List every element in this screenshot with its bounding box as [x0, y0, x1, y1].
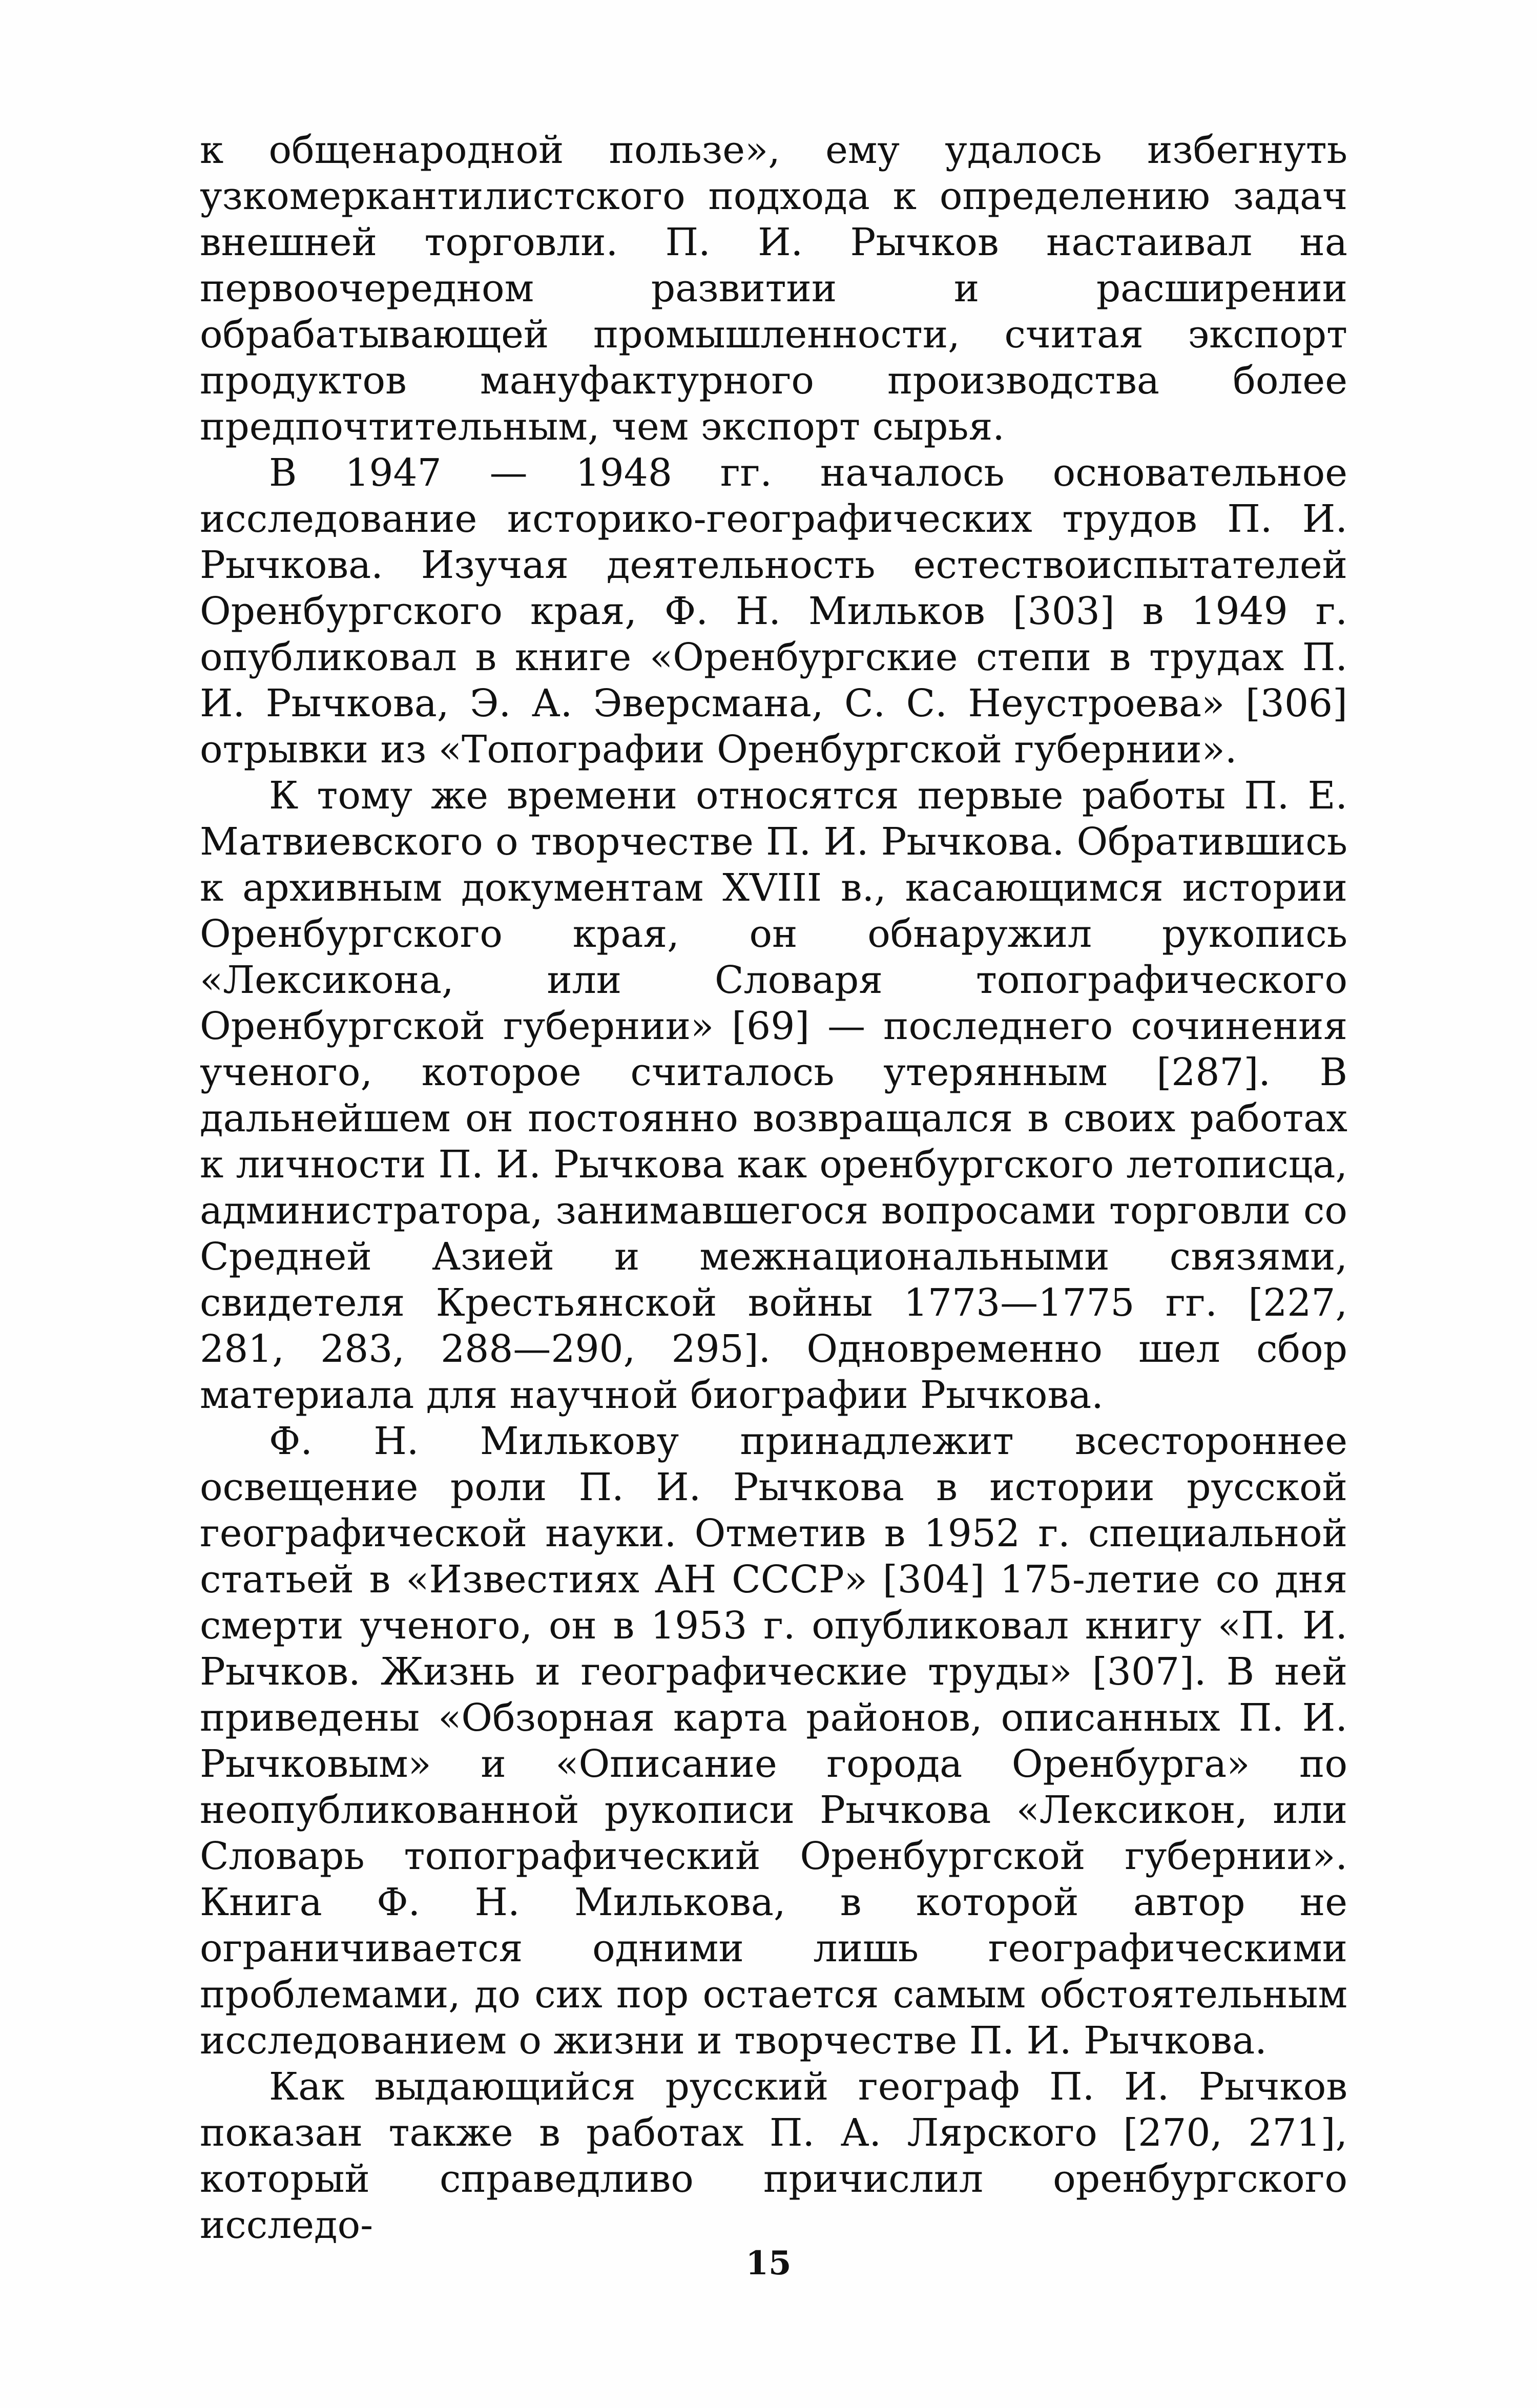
body-text	[200, 127, 1347, 2248]
paragraph-4: Ф. Н. Милькову принадлежит всестороннее освещение роли П. И. Рычкова в истории русской географической науки. Отметив в 1952 г. специальной статьей в «Известиях АН СССР» [304] 175-летие со дня смерти ученого, он в 1953 г. опубликовал книгу «П. И. Рычков. Жизнь и географические труды» [307]. В ней приведены «Обзорная карта районов, описанных П. И. Рычковым» и «Описание города Оренбурга» по неопубликованной рукописи Рычкова «Лексикон, или Словарь топографический Оренбургской губернии». Книга Ф. Н. Милькова, в которой автор не ограничивается одними лишь географическими проблемами, до сих пор остается самым обстоятельным исследованием о жизни и творчестве П. И. Рычкова.	[200, 1419, 1347, 2063]
paragraph-5: Как выдающийся русский географ П. И. Рычков показан также в работах П. А. Лярского [270, 271], который справедливо причислил оренбургского исследо-	[200, 2065, 1347, 2247]
page-number: 15	[745, 2244, 792, 2282]
paragraph-2: В 1947 — 1948 гг. началось основательное исследование историко-географических трудов П. И. Рычкова. Изучая деятельность естествоиспытателей Оренбургского края, Ф. Н. Мильков [303] в 1949 г. опубликовал в книге «Оренбургские степи в трудах П. И. Рычкова, Э. А. Эверсмана, С. С. Неустроева» [306] отрывки из «Топографии Оренбургской губернии».	[200, 451, 1347, 772]
paragraph-3: К тому же времени относятся первые работы П. Е. Матвиевского о творчестве П. И. Рычкова. Обратившись к архивным документам XVIII в., касающимся истории Оренбургского края, он обнаружил рукопись «Лексикона, или Словаря топографического Оренбургской губернии» [69] — последнего сочинения ученого, которое считалось утерянным [287]. В дальнейшем он постоянно возвращался в своих работах к личности П. И. Рычкова как оренбургского летописца, администратора, занимавшегося вопросами торговли со Средней Азией и межнациональными связями, свидетеля Крестьянской войны 1773—1775 гг. [227, 281, 283, 288—290, 295]. Одновременно шел сбор материала для научной биографии Рычкова.	[200, 774, 1347, 1417]
paragraph-1-continuation: к общенародной пользе», ему удалось избегнуть узкомеркантилистского подхода к определению задач внешней торговли. П. И. Рычков настаивал на первоочередном развитии и расширении обрабатывающей промышленности, считая экспорт продуктов мануфактурного производства более предпочтительным, чем экспорт сырья.	[200, 128, 1347, 449]
